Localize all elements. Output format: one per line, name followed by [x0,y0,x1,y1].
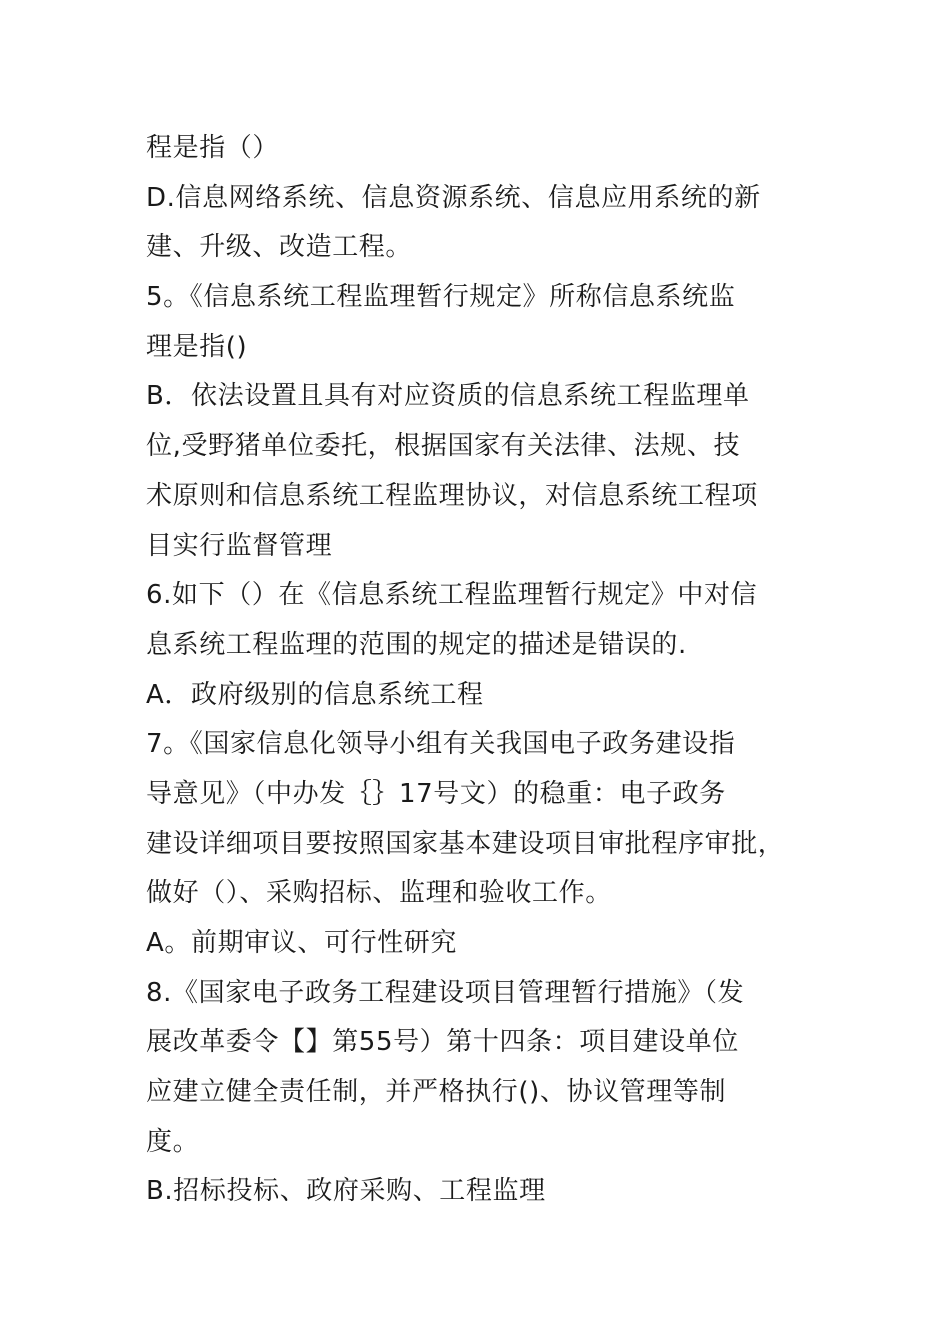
text-line: 展改革委令【】第55号）第十四条：项目建设单位 [146,1027,739,1058]
text-line: 度。 [146,1126,200,1157]
text-line: 6.如下（）在《信息系统工程监理暂行规定》中对信 [146,580,758,611]
text-line: 8.《国家电子政务工程建设项目管理暂行措施》（发 [146,977,745,1008]
text-line: 建设详细项目要按照国家基本建设项目审批程序审批， [146,828,785,859]
text-line: B.招标投标、政府采购、工程监理 [146,1176,546,1207]
text-line: A．政府级别的信息系统工程 [146,679,484,710]
text-line: 5。《信息系统工程监理暂行规定》所称信息系统监 [146,282,736,313]
text-line: A。前期审议、可行性研究 [146,928,457,958]
text-line: 程是指（） [146,133,280,163]
text-line: 术原则和信息系统工程监理协议，对信息系统工程项 [146,480,758,511]
text-line: B．依法设置且具有对应资质的信息系统工程监理单 [146,381,750,412]
text-line: 理是指() [146,331,248,362]
text-line: 导意见》（中办发｛｝17号文）的稳重：电子政务 [146,778,726,809]
text-line: 建、升级、改造工程。 [146,232,413,263]
text-line: 做好（）、采购招标、监理和验收工作。 [146,878,612,909]
text-line: 息系统工程监理的范围的规定的描述是错误的. [146,629,687,660]
text-line: 目实行监督管理 [146,530,333,561]
text-line: 应建立健全责任制，并严格执行()、协议管理等制 [146,1077,727,1108]
text-line: D.信息网络系统、信息资源系统、信息应用系统的新 [146,182,761,213]
text-line: 7。《国家信息化领导小组有关我国电子政务建设指 [146,729,736,760]
text-line: 位,受野猪单位委托，根据国家有关法律、法规、技 [146,431,741,462]
document-page [146,124,810,1217]
